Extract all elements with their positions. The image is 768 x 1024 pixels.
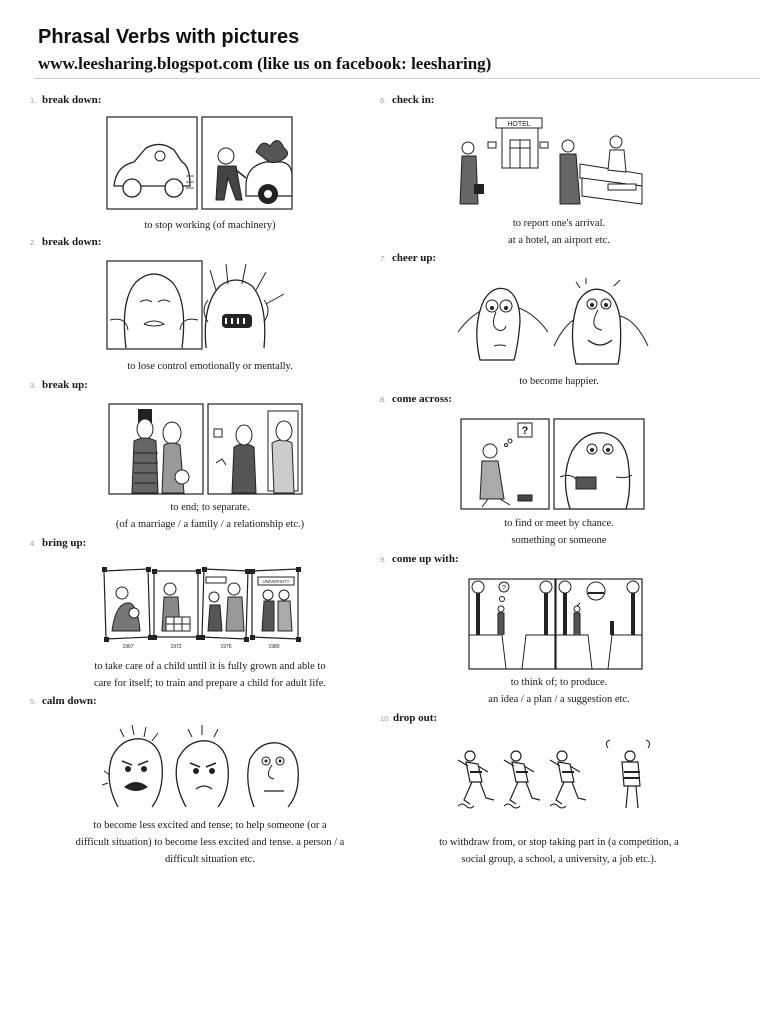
entry-definition: to report one's arrival. at a hotel, an airport etc.: [508, 218, 610, 246]
entry-number: 2.: [30, 238, 37, 247]
runners-dropout-illustration: [458, 738, 654, 824]
phrasal-verb-entry-2: [30, 236, 390, 376]
header-divider: [34, 78, 760, 79]
page-subtitle: www.leesharing.blogspot.com (like us on facebook: leesharing): [38, 54, 492, 73]
frame-year-4: 1980: [268, 644, 280, 650]
phrasal-verb-entry-9: [380, 553, 738, 713]
entry-verb: come across:: [392, 393, 452, 405]
hotel-checkin-illustration: [456, 114, 646, 214]
page-title: Phrasal Verbs with pictures: [38, 26, 300, 48]
frame-year-1: 1967: [122, 644, 134, 650]
phrasal-verb-entry-10: [380, 712, 738, 882]
entry-number: 6.: [380, 96, 387, 105]
phrasal-verb-entry-4: [30, 537, 390, 697]
entry-number: 10.: [380, 714, 391, 723]
phrasal-verb-entry-6: [380, 94, 738, 254]
hotel-sign: HOTEL: [507, 121, 531, 128]
entry-number: 3.: [30, 381, 37, 390]
entry-verb: break up:: [42, 379, 88, 391]
entry-verb: calm down:: [42, 695, 97, 707]
entry-definition: to find or meet by chance. something or someone: [504, 518, 614, 546]
entry-definition: to end; to separate. (of a marriage / a family / a relationship etc.): [115, 502, 305, 530]
entry-definition: to become less excited and tense; to help someone (or a difficult situation) to become less excited and tense. a person / a difficult situation etc.: [75, 820, 345, 865]
entry-verb: break down:: [42, 236, 102, 248]
car-breakdown-illustration: [106, 116, 294, 212]
entry-number: 8.: [380, 395, 387, 404]
idea-bridge-illustration: [468, 577, 644, 671]
phrasal-verb-entry-3: [30, 379, 390, 539]
entry-definition: to take care of a child until it is fully grown and able to care for itself; to train and prepare a child for adult life.: [93, 661, 327, 689]
phrasal-verb-entry-1: [30, 94, 390, 234]
entry-verb: bring up:: [42, 537, 87, 549]
frame-year-3: 1975: [220, 644, 232, 650]
phrasal-verb-entry-5: [30, 695, 390, 875]
entry-verb: cheer up:: [392, 252, 437, 264]
entry-number: 7.: [380, 254, 387, 263]
calming-faces-illustration: [102, 721, 306, 813]
entry-verb: break down:: [42, 94, 102, 106]
emotional-breakdown-illustration: [106, 260, 300, 352]
entry-number: 4.: [30, 539, 37, 548]
entry-definition: to think of; to produce. an idea / a plan / a suggestion etc.: [488, 677, 630, 705]
entry-verb: drop out:: [393, 712, 438, 724]
frame-year-2: 1972: [170, 644, 182, 650]
entry-number: 5.: [30, 697, 37, 706]
cheering-faces-illustration: [454, 276, 650, 368]
entry-definition: to stop working (of machinery): [144, 220, 276, 231]
entry-verb: check in:: [392, 94, 435, 106]
question-thought: ?: [502, 585, 506, 592]
entry-number: 1.: [30, 96, 37, 105]
entry-number: 9.: [380, 555, 387, 564]
phrasal-verb-entry-8: [380, 393, 738, 553]
question-thought: ?: [521, 425, 529, 437]
couple-breakup-illustration: [108, 403, 304, 495]
university-sign: UNIVERSITY: [262, 579, 290, 584]
phrasal-verb-entry-7: [380, 252, 738, 392]
entry-verb: come up with:: [392, 553, 459, 565]
entry-definition: to become happier.: [519, 376, 599, 387]
raising-child-illustration: [102, 567, 302, 651]
entry-definition: to lose control emotionally or mentally.: [127, 361, 293, 372]
finding-wallet-illustration: [460, 417, 646, 513]
entry-definition: to withdraw from, or stop taking part in (a competition, a social group, a school, a university, a job etc.).: [439, 837, 679, 865]
